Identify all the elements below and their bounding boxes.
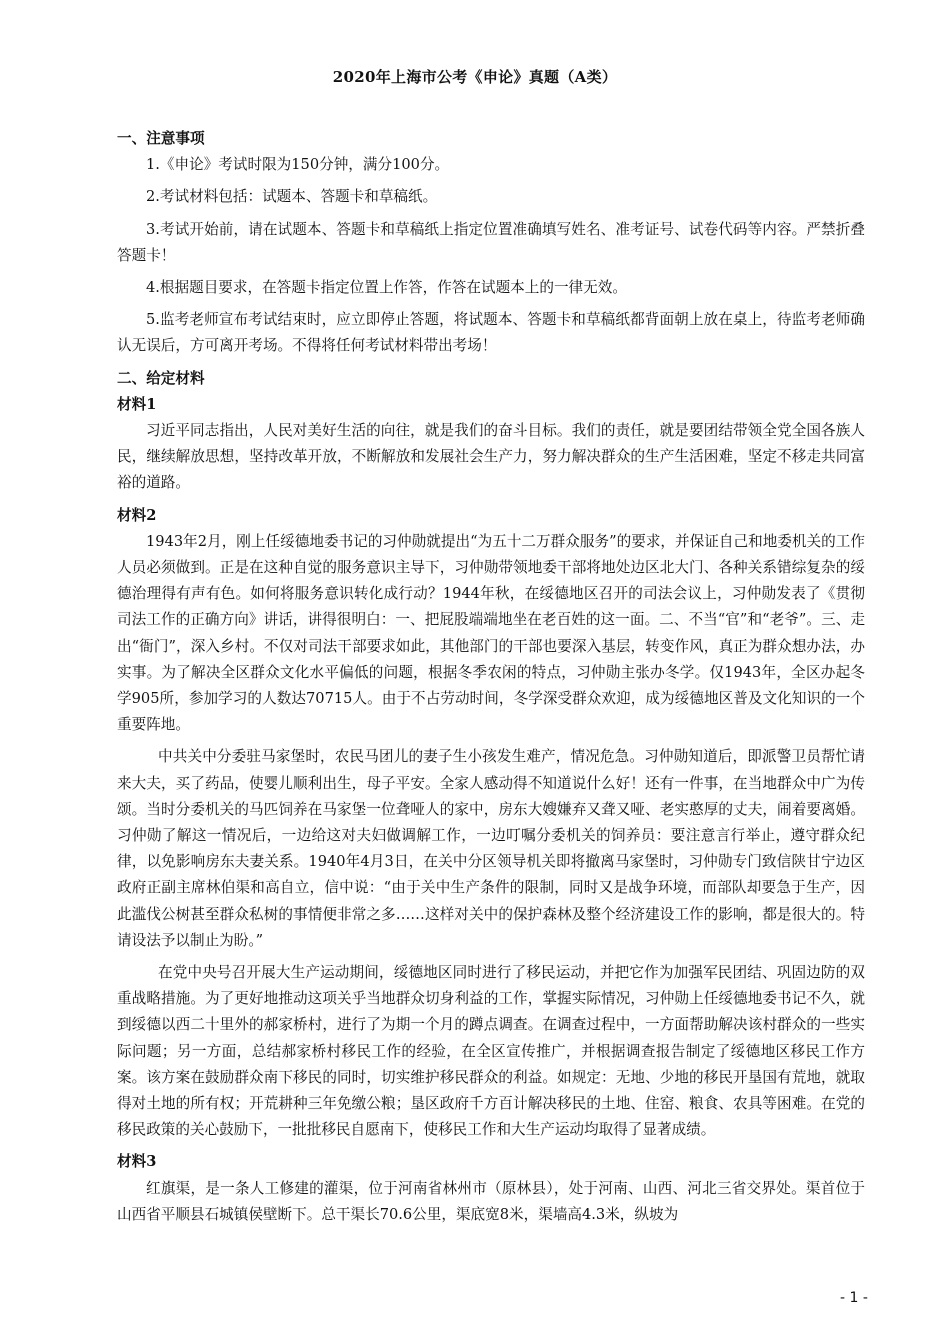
document-title: 2020年上海市公考《申论》真题（A类） — [332, 68, 618, 86]
material-heading-3: 材料3 — [117, 1153, 157, 1171]
note-item: 3.考试开始前，请在试题本、答题卡和草稿纸上指定位置准确填写姓名、准考证号、试卷代码等内容。严禁折叠答题卡！ — [117, 220, 865, 264]
section-heading-notes: 一、注意事项 — [117, 130, 205, 147]
page-number: - 1 - — [840, 1290, 868, 1306]
document-body — [117, 126, 865, 1234]
material-1-paragraph: 习近平同志指出，人民对美好生活的向往，就是我们的奋斗目标。我们的责任，就是要团结带领全党全国各族人民，继续解放思想，坚持改革开放，不断解放和发展社会生产力，努力解决群众的生产生活困难，坚定不移走共同富裕的道路。 — [117, 421, 865, 492]
section-heading-materials: 二、给定材料 — [117, 369, 205, 387]
material-heading-2: 材料2 — [117, 506, 157, 524]
material-2-paragraph-2: 中共关中分委驻马家堡时，农民马团儿的妻子生小孩发生难产，情况危急。习仲勋知道后，即派警卫员帮忙请来大夫，买了药品，使婴儿顺利出生，母子平安。全家人感动得不知道说什么好！还有一件事，在当地群众中广为传颂。当时分委机关的马匹饲养在马家堡一位聋哑人的家中，房东大嫂嫌弃又聋又哑、老实憨厚的丈夫，闹着要离婚。习仲勋了解这一情况后，一边给这对夫妇做调解工作，一边叮嘱分委机关的饲养员：要注意言行举止，遵守群众纪律，以免影响房东夫妻关系。1940年4月3日，在关中分区领导机关即将撤离马家堡时，习仲勋专门致信陕甘宁边区政府正副主席林伯渠和高自立，信中说：“由于关中生产条件的限制，同时又是战争环境，而部队却要急于生产，因此滥伐公树甚至群众私树的事情便非常之多……这样对关中的保护森林及整个经济建设工作的影响，都是很大的。特请设法予以制止为盼。” — [117, 748, 865, 949]
note-item: 4.根据题目要求，在答题卡指定位置上作答，作答在试题本上的一律无效。 — [146, 279, 627, 296]
material-2-paragraph-3: 在党中央号召开展大生产运动期间，绥德地区同时进行了移民运动，并把它作为加强军民团结、巩固边防的双重战略措施。为了更好地推动这项关乎当地群众切身利益的工作，掌握实际情况，习仲勋上任绥德地委书记不久，就到绥德以西二十里外的郝家桥村，进行了为期一个月的蹲点调查。在调查过程中，一方面帮助解决该村群众的一些实际问题；另一方面，总结郝家桥村移民工作的经验，在全区宣传推广，并根据调查报告制定了绥德地区移民工作方案。该方案在鼓励群众南下移民的同时，切实维护移民群众的利益。如规定：无地、少地的移民开垦国有荒地，就取得对土地的所有权；开荒耕种三年免缴公粮；垦区政府千方百计解决移民的土地、住窑、粮食、农具等困难。在党的移民政策的关心鼓励下，一批批移民自愿南下，使移民工作和大生产运动均取得了显著成绩。 — [117, 964, 865, 1139]
note-item: 1.《申论》考试时限为150分钟，满分100分。 — [146, 156, 450, 174]
note-item: 2.考试材料包括：试题本、答题卡和草稿纸。 — [146, 188, 438, 206]
material-heading-1: 材料1 — [117, 395, 157, 413]
material-2-paragraph-1: 1943年2月，刚上任绥德地委书记的习仲勋就提出“为五十二万群众服务”的要求，并保证自己和地委机关的工作人员必须做到。正是在这种自觉的服务意识主导下，习仲勋带领地委干部将地处边区北大门、各种关系错综复杂的绥德治理得有声有色。如何将服务意识转化成行动？1944年秋，在绥德地区召开的司法会议上，习仲勋发表了《贯彻司法工作的正确方向》讲话，讲得很明白：一、把屁股端端地坐在老百姓的这一面。二、不当“官”和“老爷”。三、走出“衙门”，深入乡村。不仅对司法干部要求如此，其他部门的干部也要深入基层，转变作风，真正为群众想办法，办实事。为了解决全区群众文化水平偏低的问题，根据冬季农闲的特点，习仲勋主张办冬学。仅1943年，全区办起冬学905所，参加学习的人数达70715人。由于不占劳动时间，冬学深受群众欢迎，成为绥德地区普及文化知识的一个重要阵地。 — [117, 532, 865, 734]
material-3-paragraph-1: 红旗渠，是一条人工修建的灌渠，位于河南省林州市（原林县），处于河南、山西、河北三省交界处。渠首位于山西省平顺县石城镇侯壁断下。总干渠长70.6公里，渠底宽8米，渠墙高4.3米，纵坡为 — [117, 1179, 865, 1223]
note-item: 5.监考老师宣布考试结束时，应立即停止答题，将试题本、答题卡和草稿纸都背面朝上放在桌上，待监考老师确认无误后，方可离开考场。不得将任何考试材料带出考场！ — [117, 311, 865, 355]
